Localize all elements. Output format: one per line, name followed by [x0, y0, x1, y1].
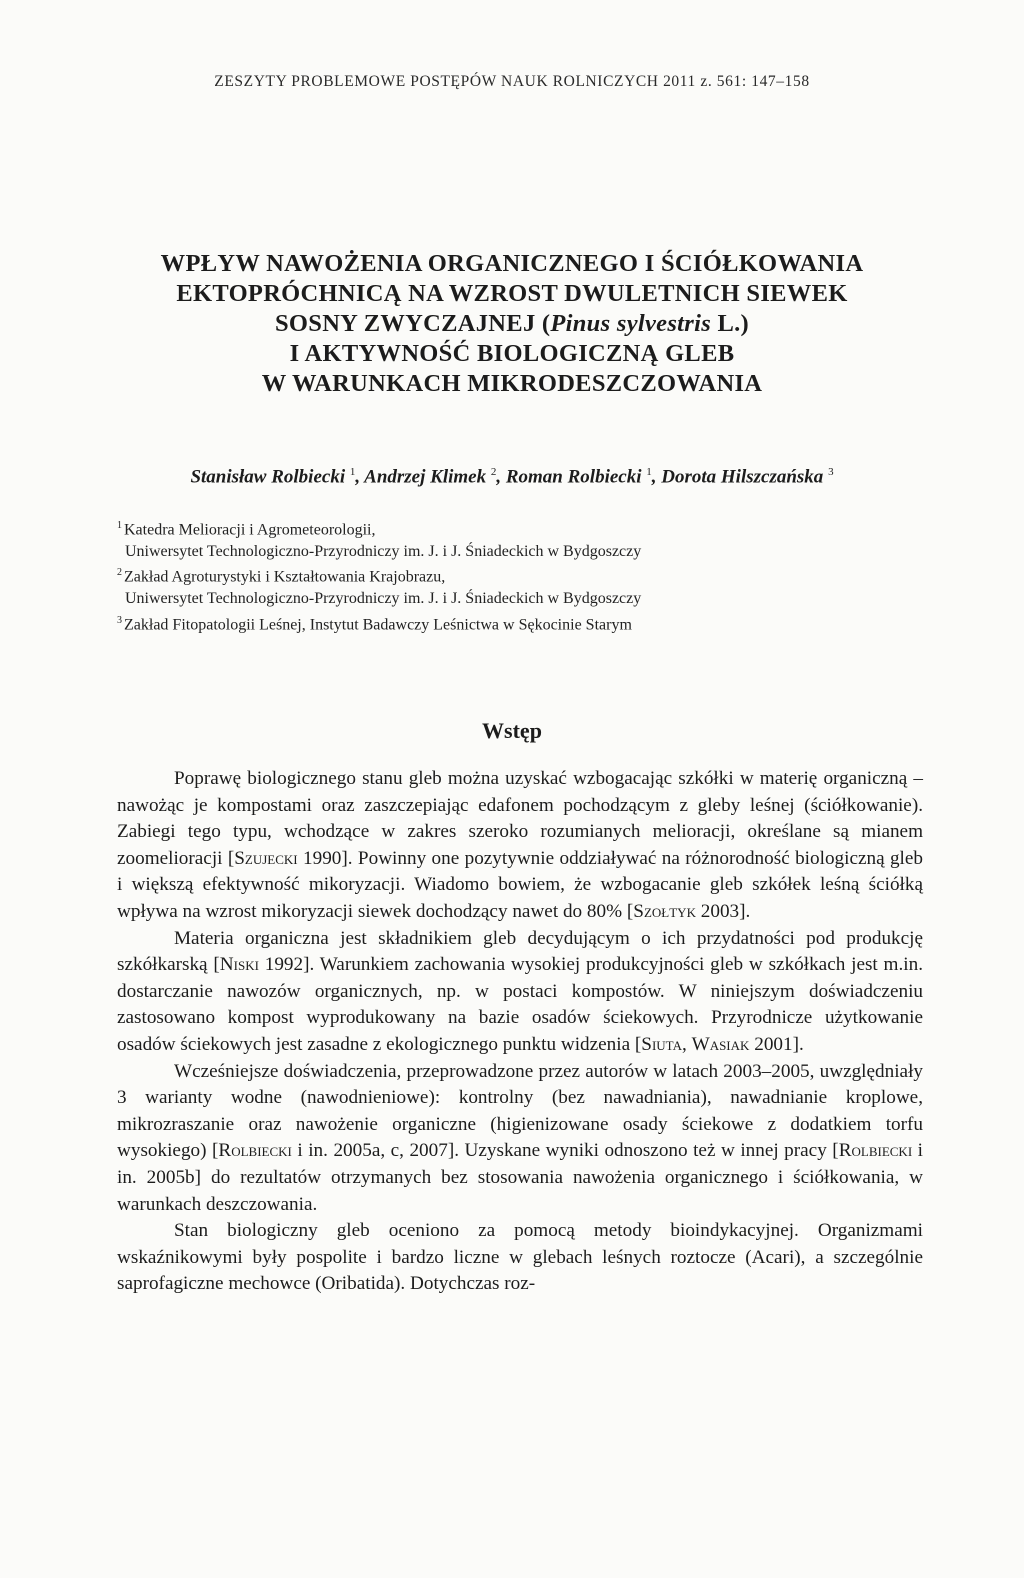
paragraph-text: Poprawę biologicznego stanu gleb można uzyskać wzbogacając szkółki w materię organiczną – nawożąc je kompostami oraz zaszczepiając edafonem pochodzącym z gleby leśnej (ściółkowanie). Zabiegi tego typu, wchodzące w zakres szeroko rozumianych melioracji, określane są mianem zoomelioracji [ [117, 768, 923, 869]
affiliation-mark: 1 [117, 520, 122, 531]
paragraph-text: 2003]. [695, 900, 751, 922]
citation-author: Rolbiecki [838, 1140, 913, 1162]
author-separator: , [355, 466, 365, 488]
title-line-2: EKTOPRÓCHNICĄ NA WZROST DWULETNICH SIEWEK [176, 280, 848, 307]
author-footnote-mark: 2 [490, 466, 497, 478]
paragraph-4 [117, 1218, 923, 1298]
affiliation-2 [117, 562, 917, 588]
paragraph-2 [117, 926, 923, 1059]
citation-author: Szujecki [234, 847, 298, 869]
affiliation-text: Zakład Agroturystyki i Kształtowania Krajobrazu, [124, 568, 446, 586]
affiliation-1-cont: Uniwersytet Technologiczno-Przyrodniczy im. J. i J. Śniadeckich w Bydgoszczy [125, 542, 642, 560]
author-name: Andrzej Klimek [364, 466, 487, 488]
affiliation-text: Zakład Fitopatologii Leśnej, Instytut Badawczy Leśnictwa w Sękocinie Starym [124, 615, 632, 633]
author-footnote-mark: 1 [349, 466, 356, 478]
author-footnote-mark: 3 [828, 466, 834, 478]
affiliation-text: Katedra Melioracji i Agrometeorologii, [124, 521, 376, 539]
author-name: Roman Rolbiecki [505, 466, 642, 488]
author-separator: , [651, 466, 662, 488]
author-list [0, 466, 1024, 488]
paragraph-text: Materia organiczna jest składnikiem gleb decydującym o ich przydatności pod produkcję szkółkarską [ [117, 927, 923, 976]
title-latin-name: Pinus sylvestris [550, 310, 712, 337]
paragraph-text: Wcześniejsze doświadczenia, przeprowadzone przez autorów w latach 2003–2005, uwzględniały 3 warianty wodne (nawodnieniowe): kontrolny (bez nawadniania), nawadnianie kroplowe, mikrozraszanie oraz nawożenie organiczne (higienizowane osady ściekowe z dodatkiem torfu wysokiego) [ [117, 1060, 923, 1162]
affiliation-2-cont: Uniwersytet Technologiczno-Przyrodniczy im. J. i J. Śniadeckich w Bydgoszczy [125, 590, 642, 608]
paragraph-text: 1990]. Powinny one pozytywnie oddziaływać na różnorodność biologiczną gleb i większą efektywność mikoryzacji. Wiadomo bowiem, że wzbogacanie gleb szkółek leśną ściółką wpływa na wzrost mikoryzacji siewek dochodzący nawet do 80% [ [117, 847, 923, 922]
article-title [80, 249, 944, 399]
citation-author: Siuta [641, 1033, 682, 1055]
title-line-4: I AKTYWNOŚĆ BIOLOGICZNĄ GLEB [289, 340, 735, 367]
title-line-1: WPŁYW NAWOŻENIA ORGANICZNEGO I ŚCIÓŁKOWANIA [160, 250, 864, 277]
paragraph-1 [117, 766, 923, 926]
title-line-3-post: L.) [711, 310, 749, 337]
citation-author: Rolbiecki [218, 1140, 292, 1162]
author-name: Dorota Hilszczańska [661, 466, 824, 488]
title-line-3 [80, 309, 944, 339]
paragraph-text: i in. 2005a, c, 2007]. Uzyskane wyniki odnoszono też w innej pracy [ [291, 1140, 839, 1162]
section-heading: Wstęp [482, 718, 542, 743]
paragraph-text: 1992]. Warunkiem zachowania wysokiej produkcyjności gleb w szkółkach jest m.in. dostarczanie nawozów organicznych, np. w postaci kompostów. W niniejszym doświadczeniu zastosowano kompost wyprodukowany na bazie osadów ściekowych. Przyrodnicze użytkowanie osadów ściekowych jest zasadne z ekologicznego punktu widzenia [ [117, 954, 924, 1055]
paragraph-text: , [681, 1033, 692, 1055]
paragraph-text: 2001]. [749, 1033, 804, 1055]
affiliation-3 [117, 610, 917, 636]
affiliation-mark: 2 [117, 567, 122, 579]
title-line-3-pre: SOSNY ZWYCZAJNEJ ( [274, 310, 551, 337]
citation-author: Niski [219, 954, 259, 976]
affiliations [117, 515, 917, 635]
paragraph-text: i in. 2005b] do rezultatów otrzymanych bez stosowania nawożenia organicznego i ściółkowania, w warunkach deszczowania. [117, 1140, 923, 1215]
affiliation-1 [117, 515, 917, 541]
author-name: Stanisław Rolbiecki [190, 466, 346, 488]
title-line-5: W WARUNKACH MIKRODESZCZOWANIA [261, 370, 763, 397]
author-separator: , [496, 466, 506, 488]
body-text [117, 766, 923, 1298]
affiliation-mark: 3 [117, 614, 122, 626]
paragraph-text: Stan biologiczny gleb oceniono za pomocą metody bioindykacyjnej. Organizmami wskaźnikowymi były pospolite i bardzo liczne w glebach leśnych roztocze (Acari), a szczególnie saprofagiczne mechowce (Oribatida). Dotychczas roz- [117, 1220, 923, 1295]
author-footnote-mark: 1 [646, 466, 652, 478]
journal-header: ZESZYTY PROBLEMOWE POSTĘPÓW NAUK ROLNICZYCH 2011 z. 561: 147–158 [214, 73, 810, 90]
paragraph-3 [117, 1059, 923, 1219]
citation-author: Wasiak [691, 1033, 750, 1055]
citation-author: Szołtyk [633, 900, 696, 922]
